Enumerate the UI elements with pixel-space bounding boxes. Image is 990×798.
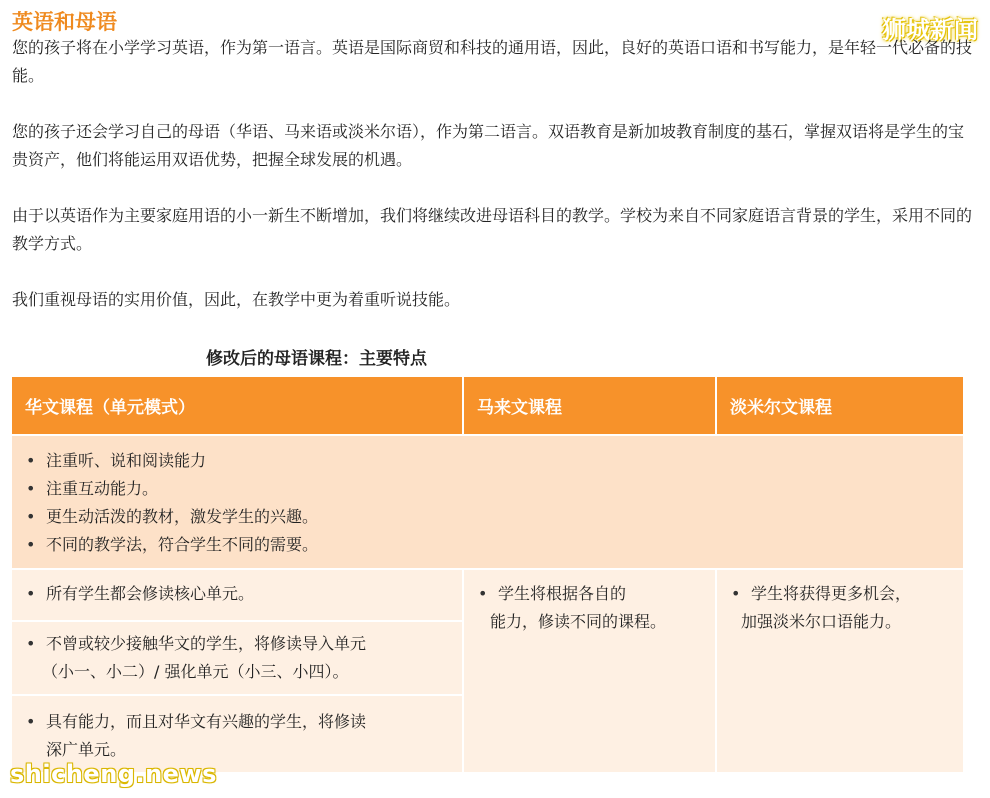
curriculum-table [12, 377, 963, 772]
tamil-line1: 学生将获得更多机会， [751, 584, 912, 603]
bullet-icon: • [731, 584, 741, 603]
header-chinese-curriculum: 华文课程（单元模式） [12, 377, 462, 434]
site-watermark-top: 狮城新闻 [882, 16, 978, 44]
paragraph-english-first-language: 您的孩子将在小学学习英语，作为第一语言。英语是国际商贸和科技的通用语，因此，良好的英语口语和书写能力，是年轻一代必备的技能。 [12, 38, 973, 85]
chinese-deep-line2: 深广单元。 [46, 740, 127, 759]
malay-curriculum-cell [464, 570, 715, 772]
list-item: • 注重听、说和阅读能力 [12, 447, 318, 475]
chinese-deep-line1: 具有能力，而且对华文有兴趣的学生，将修读 [46, 712, 367, 731]
site-watermark-bottom: shicheng.news [10, 760, 217, 788]
shared-features-row [12, 436, 963, 568]
table-title: 修改后的母语课程：主要特点 [206, 349, 427, 369]
list-item: • 注重互动能力。 [12, 475, 318, 503]
paragraph-practical-value: 我们重视母语的实用价值，因此，在教学中更为着重听说技能。 [12, 290, 461, 309]
list-item: • 更生动活泼的教材，激发学生的兴趣。 [12, 503, 318, 531]
paragraph-teaching-improvement: 由于以英语作为主要家庭用语的小一新生不断增加，我们将继续改进母语科目的教学。学校为来自不同家庭语言背景的学生，采用不同的教学方式。 [12, 206, 973, 253]
chinese-intro-line1: 不曾或较少接触华文的学生，将修读导入单元 [46, 634, 367, 653]
list-item: • 不同的教学法，符合学生不同的需要。 [12, 531, 318, 559]
chinese-core-module-cell [12, 570, 462, 620]
malay-line2: 能力，修读不同的课程。 [490, 612, 667, 631]
bullet-icon: • [26, 712, 36, 731]
header-tamil-curriculum: 淡米尔文课程 [717, 377, 963, 434]
paragraph-mother-tongue: 您的孩子还会学习自己的母语（华语、马来语或淡米尔语），作为第二语言。双语教育是新加坡教育制度的基石，掌握双语将是学生的宝贵资产，他们将能运用双语优势，把握全球发展的机遇。 [12, 122, 965, 169]
bullet-icon: • [478, 584, 488, 603]
chinese-core-text: 所有学生都会修读核心单元。 [46, 584, 255, 603]
tamil-curriculum-cell [717, 570, 963, 772]
header-malay-curriculum: 马来文课程 [464, 377, 715, 434]
chinese-intro-module-cell [12, 622, 462, 694]
bullet-icon: • [26, 584, 36, 603]
section-heading: 英语和母语 [12, 10, 117, 34]
bullet-icon: • [26, 634, 36, 653]
tamil-line2: 加强淡米尔口语能力。 [741, 612, 902, 631]
malay-line1: 学生将根据各自的 [498, 584, 627, 603]
shared-features-list [12, 447, 318, 559]
chinese-intro-line2: （小一、小二）/ 强化单元（小三、小四）。 [42, 662, 349, 681]
